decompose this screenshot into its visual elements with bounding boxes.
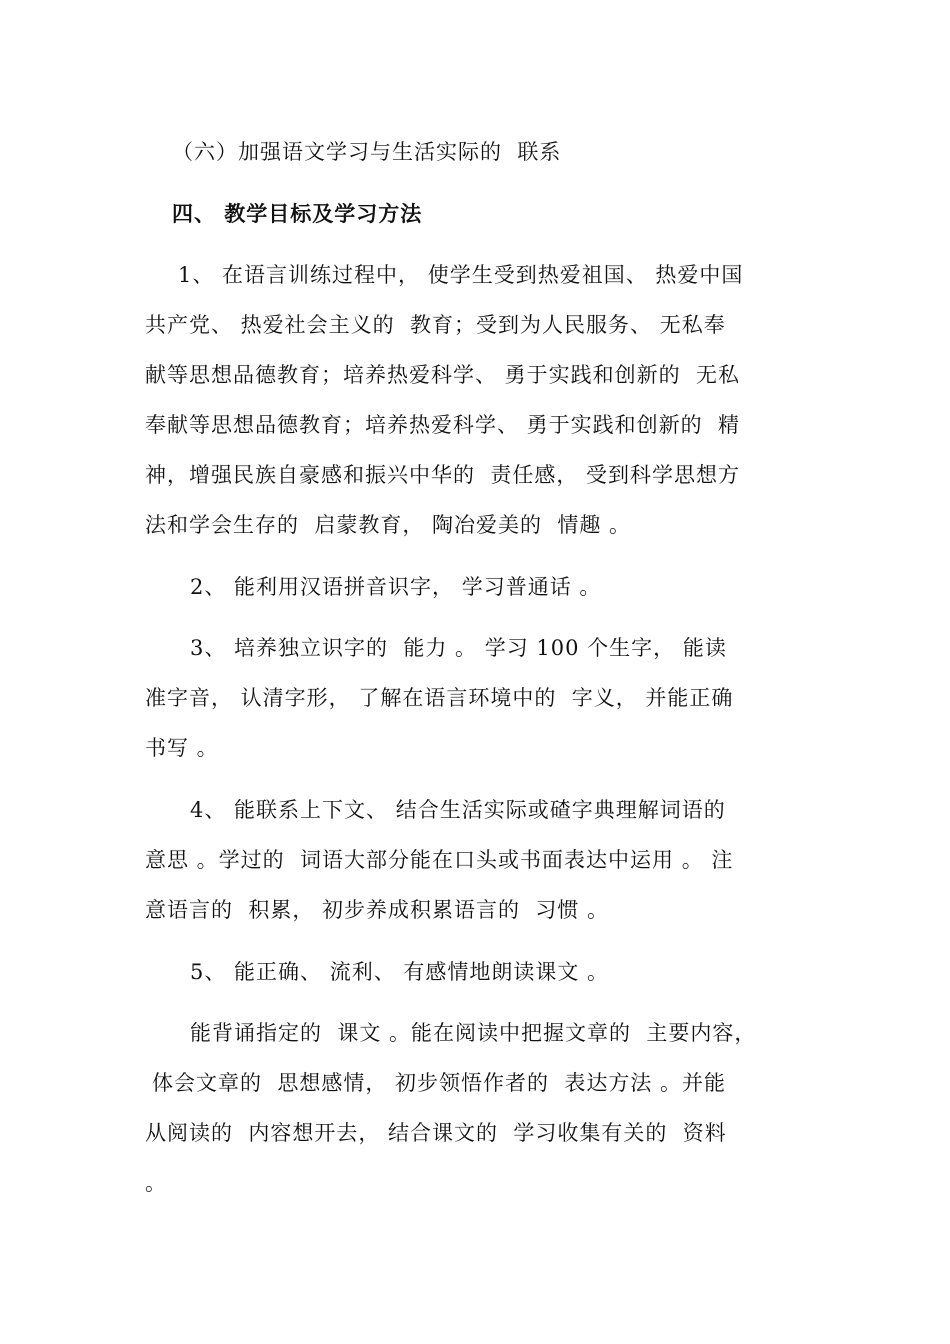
item-1-line-2: 共产党、 热爱社会主义的 教育；受到为人民服务、 无私奉 [145,313,726,337]
item-1-line-3: 献等思想品德教育；培养热爱科学、 勇于实践和创新的 无私 [145,363,741,387]
item-4-line-2: 意思 。学过的 词语大部分能在口头或书面表达中运用 。 注 [145,848,734,872]
reading-paragraph-line-4: 。 [145,1171,167,1195]
reading-paragraph-line-1: 能背诵指定的 课文 。能在阅读中把握文章的 主要内容， [190,1021,757,1045]
item-1-line-1: 1、 在语言训练过程中， 使学生受到热爱祖国、 热爱中国 [178,263,744,287]
reading-paragraph-line-2: 体会文章的 思想感情， 初步领悟作者的 表达方法 。并能 [152,1071,727,1095]
item-3-line-3: 书写 。 [145,736,219,760]
reading-paragraph-line-3: 从阅读的 内容想开去， 结合课文的 学习收集有关的 资料 [145,1121,727,1145]
item-4-line-3: 意语言的 积累， 初步养成积累语言的 习惯 。 [145,898,610,922]
item-3-line-1: 3、 培养独立识字的 能力 。 学习 100 个生字， 能读 [190,636,727,660]
item-5-line-1: 5、 能正确、 流利、 有感情地朗读课文 。 [190,960,610,984]
item-1-line-5: 神，增强民族自豪感和振兴中华的 责任感， 受到科学思想方 [145,463,741,487]
item-3-line-2: 准字音， 认清字形， 了解在语言环境中的 字义， 并能正确 [145,686,734,710]
item-4-line-1: 4、 能联系上下文、 结合生活实际或碴字典理解词语的 [190,798,726,822]
section-six-heading: （六）加强语文学习与生活实际的 联系 [172,140,562,164]
section-four-heading: 四、 教学目标及学习方法 [172,202,423,226]
item-1-line-4: 奉献等思想品德教育；培养热爱科学、 勇于实践和创新的 精 [145,413,741,437]
item-2-line-1: 2、 能利用汉语拼音识字， 学习普通话 。 [190,575,602,599]
item-1-line-6: 法和学会生存的 启蒙教育， 陶冶爱美的 情趣 。 [145,513,632,537]
